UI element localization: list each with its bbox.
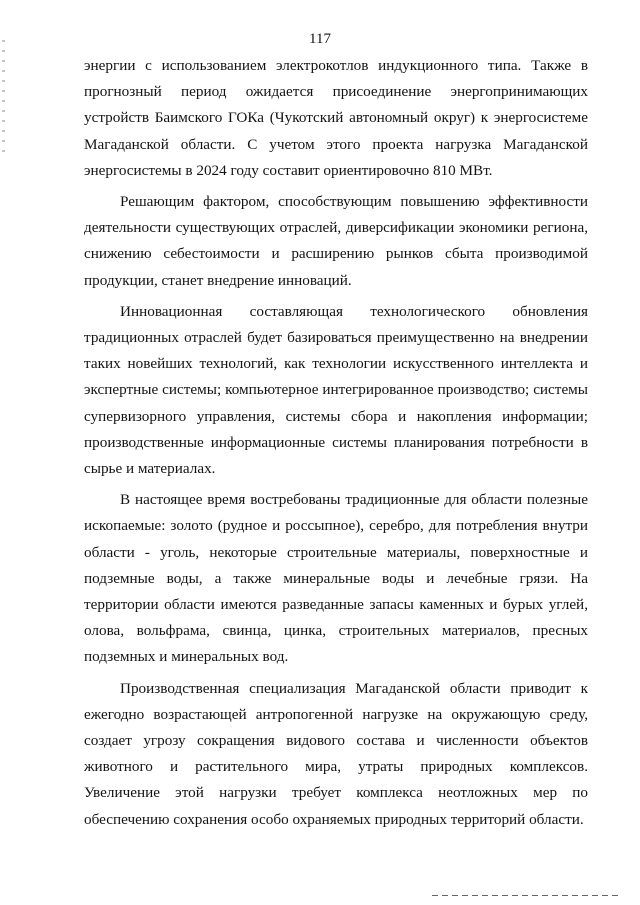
scan-margin-marks <box>2 40 5 160</box>
document-body <box>84 53 588 833</box>
paragraph-1: энергии с использованием электрокотлов индукционного типа. Также в прогнозный период ожидается присоединение энергопринимающих устройств Баимского ГОКа (Чукотский автономный округ) к энергосистеме Магаданской области. С учетом этого проекта нагрузка Магаданской энергосистемы в 2024 году составит ориентировочно 810 МВт. <box>84 57 588 179</box>
page-number: 117 <box>309 31 331 47</box>
paragraph-2: Решающим фактором, способствующим повышению эффективности деятельности существующих отраслей, диверсификации экономики региона, снижению себестоимости и расширению рынков сбыта производимой продукции, станет внедрение инноваций. <box>84 193 588 289</box>
scan-bottom-dash <box>432 895 622 896</box>
paragraph-3: Инновационная составляющая технологического обновления традиционных отраслей будет базироваться преимущественно на внедрении таких новейших технологий, как технологии искусственного интеллекта и экспертные системы; компьютерное интегрированное производство; системы супервизорного управления, системы сбора и накопления информации; производственные информационные системы планирования потребности в сырье и материалах. <box>84 302 588 478</box>
paragraph-5: Производственная специализация Магаданской области приводит к ежегодно возрастающей антропогенной нагрузке на окружающую среду, создает угрозу сокращения видового состава и численности объектов животного и растительного мира, утраты природных комплексов. Увеличение этой нагрузки требует комплекса неотложных мер по обеспечению сохранения особо охраняемых природных территорий области. <box>84 679 588 828</box>
paragraph-4: В настоящее время востребованы традиционные для области полезные ископаемые: золото (рудное и россыпное), серебро, для потребления внутри области - уголь, некоторые строительные материалы, поверхностные и подземные воды, а также минеральные воды и лечебные грязи. На территории области имеются разведанные запасы каменных и бурых углей, олова, вольфрама, свинца, цинка, строительных материалов, пресных подземных и минеральных вод. <box>84 491 588 666</box>
